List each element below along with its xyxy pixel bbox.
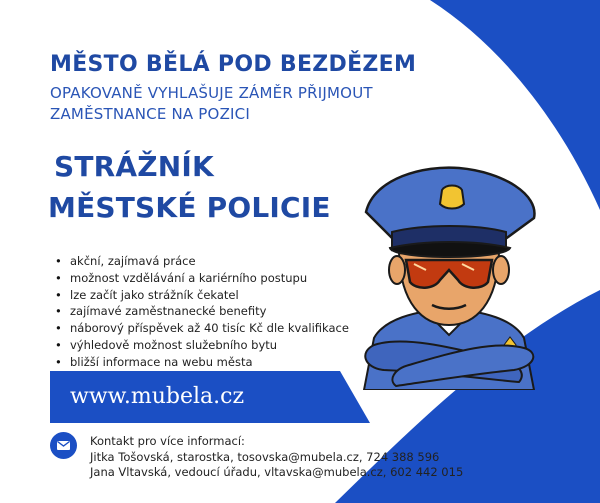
list-item: • náborový příspěvek až 40 tisíc Kč dle kvalifikace [55,320,349,337]
contact-person-1: Jitka Tošovská, starostka, tosovska@mubela.cz, 724 388 596 [90,449,440,464]
list-item: • výhledově možnost služebního bytu [55,337,349,354]
list-item: • zajímavé zaměstnanecké benefity [55,303,349,320]
envelope-icon [50,432,77,459]
website-link[interactable]: www.mubela.cz [70,384,245,409]
list-item: • akční, zajímavá práce [55,253,349,270]
list-item: • možnost vzdělávání a kariérního postupu [55,270,349,287]
contact-person-2: Jana Vltavská, vedoucí úřadu, vltavska@mubela.cz, 602 442 015 [90,465,464,479]
subtitle-line-1: OPAKOVANĚ VYHLAŠUJE ZÁMĚR PŘIJMOUT [50,84,373,102]
list-item: • bližší informace na webu města [55,354,349,371]
town-title: MĚSTO BĚLÁ POD BEZDĚZEM [50,52,417,77]
contact-heading: Kontakt pro více informací: [90,434,245,448]
contact-block [90,434,463,481]
police-officer-illustration [354,160,544,390]
subtitle-line-2: ZAMĚSTNANCE NA POZICI [50,105,250,123]
position-title-line-2: MĚSTSKÉ POLICIE [48,191,331,224]
list-item: • lze začít jako strážník čekatel [55,287,349,304]
benefits-list [55,253,349,371]
position-title-line-1: STRÁŽNÍK [54,150,214,183]
